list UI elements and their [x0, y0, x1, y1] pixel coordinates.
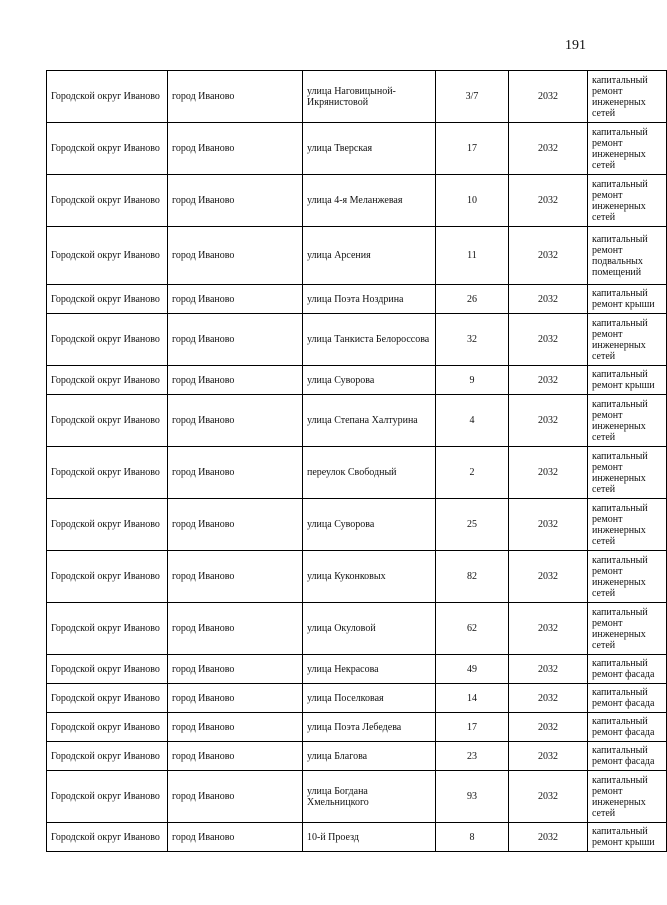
table-row [47, 447, 667, 499]
cell-street: 10-й Проезд [303, 823, 436, 852]
cell-work-type: капитальный ремонт инженерных сетей [588, 447, 667, 499]
cell-street: улица Степана Халтурина [303, 395, 436, 447]
cell-work-type: капитальный ремонт фасада [588, 742, 667, 771]
cell-settlement: город Иваново [168, 742, 303, 771]
cell-work-type: капитальный ремонт инженерных сетей [588, 551, 667, 603]
table-row [47, 823, 667, 852]
cell-municipality: Городской округ Иваново [47, 366, 168, 395]
cell-municipality: Городской округ Иваново [47, 823, 168, 852]
cell-house: 62 [436, 603, 509, 655]
cell-street: улица Окуловой [303, 603, 436, 655]
cell-settlement: город Иваново [168, 713, 303, 742]
cell-house: 8 [436, 823, 509, 852]
cell-house: 49 [436, 655, 509, 684]
cell-work-type: капитальный ремонт инженерных сетей [588, 314, 667, 366]
cell-house: 23 [436, 742, 509, 771]
cell-municipality: Городской округ Иваново [47, 175, 168, 227]
cell-street: улица Суворова [303, 499, 436, 551]
cell-work-type: капитальный ремонт инженерных сетей [588, 395, 667, 447]
cell-house: 2 [436, 447, 509, 499]
cell-year: 2032 [509, 447, 588, 499]
page-number: 191 [565, 38, 586, 53]
cell-settlement: город Иваново [168, 395, 303, 447]
cell-street: улица Некрасова [303, 655, 436, 684]
cell-year: 2032 [509, 175, 588, 227]
cell-street: улица Арсения [303, 227, 436, 285]
cell-municipality: Городской округ Иваново [47, 227, 168, 285]
cell-work-type: капитальный ремонт фасада [588, 655, 667, 684]
cell-settlement: город Иваново [168, 655, 303, 684]
cell-house: 3/7 [436, 71, 509, 123]
cell-municipality: Городской округ Иваново [47, 285, 168, 314]
table-row [47, 655, 667, 684]
cell-settlement: город Иваново [168, 314, 303, 366]
cell-year: 2032 [509, 684, 588, 713]
table-row [47, 551, 667, 603]
cell-year: 2032 [509, 655, 588, 684]
cell-house: 17 [436, 123, 509, 175]
cell-street: улица 4-я Меланжевая [303, 175, 436, 227]
cell-municipality: Городской округ Иваново [47, 655, 168, 684]
cell-settlement: город Иваново [168, 499, 303, 551]
cell-settlement: город Иваново [168, 366, 303, 395]
cell-settlement: город Иваново [168, 551, 303, 603]
table-row [47, 227, 667, 285]
table-row [47, 499, 667, 551]
cell-work-type: капитальный ремонт инженерных сетей [588, 771, 667, 823]
cell-street: улица Тверская [303, 123, 436, 175]
cell-house: 14 [436, 684, 509, 713]
cell-house: 4 [436, 395, 509, 447]
cell-work-type: капитальный ремонт фасада [588, 684, 667, 713]
cell-house: 32 [436, 314, 509, 366]
cell-settlement: город Иваново [168, 123, 303, 175]
cell-work-type: капитальный ремонт фасада [588, 713, 667, 742]
table-row [47, 71, 667, 123]
cell-work-type: капитальный ремонт инженерных сетей [588, 123, 667, 175]
table-row [47, 603, 667, 655]
cell-year: 2032 [509, 71, 588, 123]
cell-work-type: капитальный ремонт инженерных сетей [588, 71, 667, 123]
cell-work-type: капитальный ремонт крыши [588, 366, 667, 395]
table-row [47, 742, 667, 771]
cell-street: улица Куконковых [303, 551, 436, 603]
table-row [47, 684, 667, 713]
cell-year: 2032 [509, 285, 588, 314]
cell-house: 93 [436, 771, 509, 823]
cell-year: 2032 [509, 603, 588, 655]
cell-street: улица Благова [303, 742, 436, 771]
cell-year: 2032 [509, 713, 588, 742]
cell-municipality: Городской округ Иваново [47, 771, 168, 823]
registry-table [46, 70, 667, 852]
cell-year: 2032 [509, 499, 588, 551]
cell-work-type: капитальный ремонт инженерных сетей [588, 175, 667, 227]
cell-settlement: город Иваново [168, 823, 303, 852]
cell-settlement: город Иваново [168, 175, 303, 227]
cell-year: 2032 [509, 227, 588, 285]
cell-street: переулок Свободный [303, 447, 436, 499]
cell-municipality: Городской округ Иваново [47, 499, 168, 551]
cell-street: улица Поселковая [303, 684, 436, 713]
cell-settlement: город Иваново [168, 447, 303, 499]
cell-house: 9 [436, 366, 509, 395]
cell-municipality: Городской округ Иваново [47, 684, 168, 713]
cell-work-type: капитальный ремонт инженерных сетей [588, 499, 667, 551]
cell-year: 2032 [509, 742, 588, 771]
cell-municipality: Городской округ Иваново [47, 603, 168, 655]
cell-street: улица Танкиста Белороссова [303, 314, 436, 366]
cell-work-type: капитальный ремонт крыши [588, 823, 667, 852]
cell-work-type: капитальный ремонт подвальных помещений [588, 227, 667, 285]
cell-municipality: Городской округ Иваново [47, 123, 168, 175]
cell-work-type: капитальный ремонт инженерных сетей [588, 603, 667, 655]
table-row [47, 175, 667, 227]
cell-house: 25 [436, 499, 509, 551]
cell-year: 2032 [509, 314, 588, 366]
cell-settlement: город Иваново [168, 771, 303, 823]
cell-municipality: Городской округ Иваново [47, 395, 168, 447]
table-row [47, 285, 667, 314]
cell-settlement: город Иваново [168, 71, 303, 123]
registry-table-body [47, 71, 667, 852]
cell-street: улица Суворова [303, 366, 436, 395]
table-row [47, 713, 667, 742]
cell-street: улица Богдана Хмельницкого [303, 771, 436, 823]
cell-settlement: город Иваново [168, 603, 303, 655]
cell-year: 2032 [509, 395, 588, 447]
cell-work-type: капитальный ремонт крыши [588, 285, 667, 314]
cell-house: 10 [436, 175, 509, 227]
cell-settlement: город Иваново [168, 227, 303, 285]
cell-year: 2032 [509, 551, 588, 603]
cell-settlement: город Иваново [168, 684, 303, 713]
cell-year: 2032 [509, 771, 588, 823]
cell-house: 82 [436, 551, 509, 603]
cell-street: улица Поэта Ноздрина [303, 285, 436, 314]
cell-street: улица Поэта Лебедева [303, 713, 436, 742]
cell-year: 2032 [509, 123, 588, 175]
cell-municipality: Городской округ Иваново [47, 551, 168, 603]
table-row [47, 771, 667, 823]
cell-house: 26 [436, 285, 509, 314]
table-row [47, 314, 667, 366]
cell-municipality: Городской округ Иваново [47, 71, 168, 123]
cell-municipality: Городской округ Иваново [47, 314, 168, 366]
cell-house: 11 [436, 227, 509, 285]
cell-year: 2032 [509, 366, 588, 395]
table-row [47, 123, 667, 175]
cell-municipality: Городской округ Иваново [47, 713, 168, 742]
cell-year: 2032 [509, 823, 588, 852]
cell-municipality: Городской округ Иваново [47, 447, 168, 499]
cell-settlement: город Иваново [168, 285, 303, 314]
cell-municipality: Городской округ Иваново [47, 742, 168, 771]
cell-street: улица Наговицыной-Икрянистовой [303, 71, 436, 123]
cell-house: 17 [436, 713, 509, 742]
table-row [47, 395, 667, 447]
table-row [47, 366, 667, 395]
